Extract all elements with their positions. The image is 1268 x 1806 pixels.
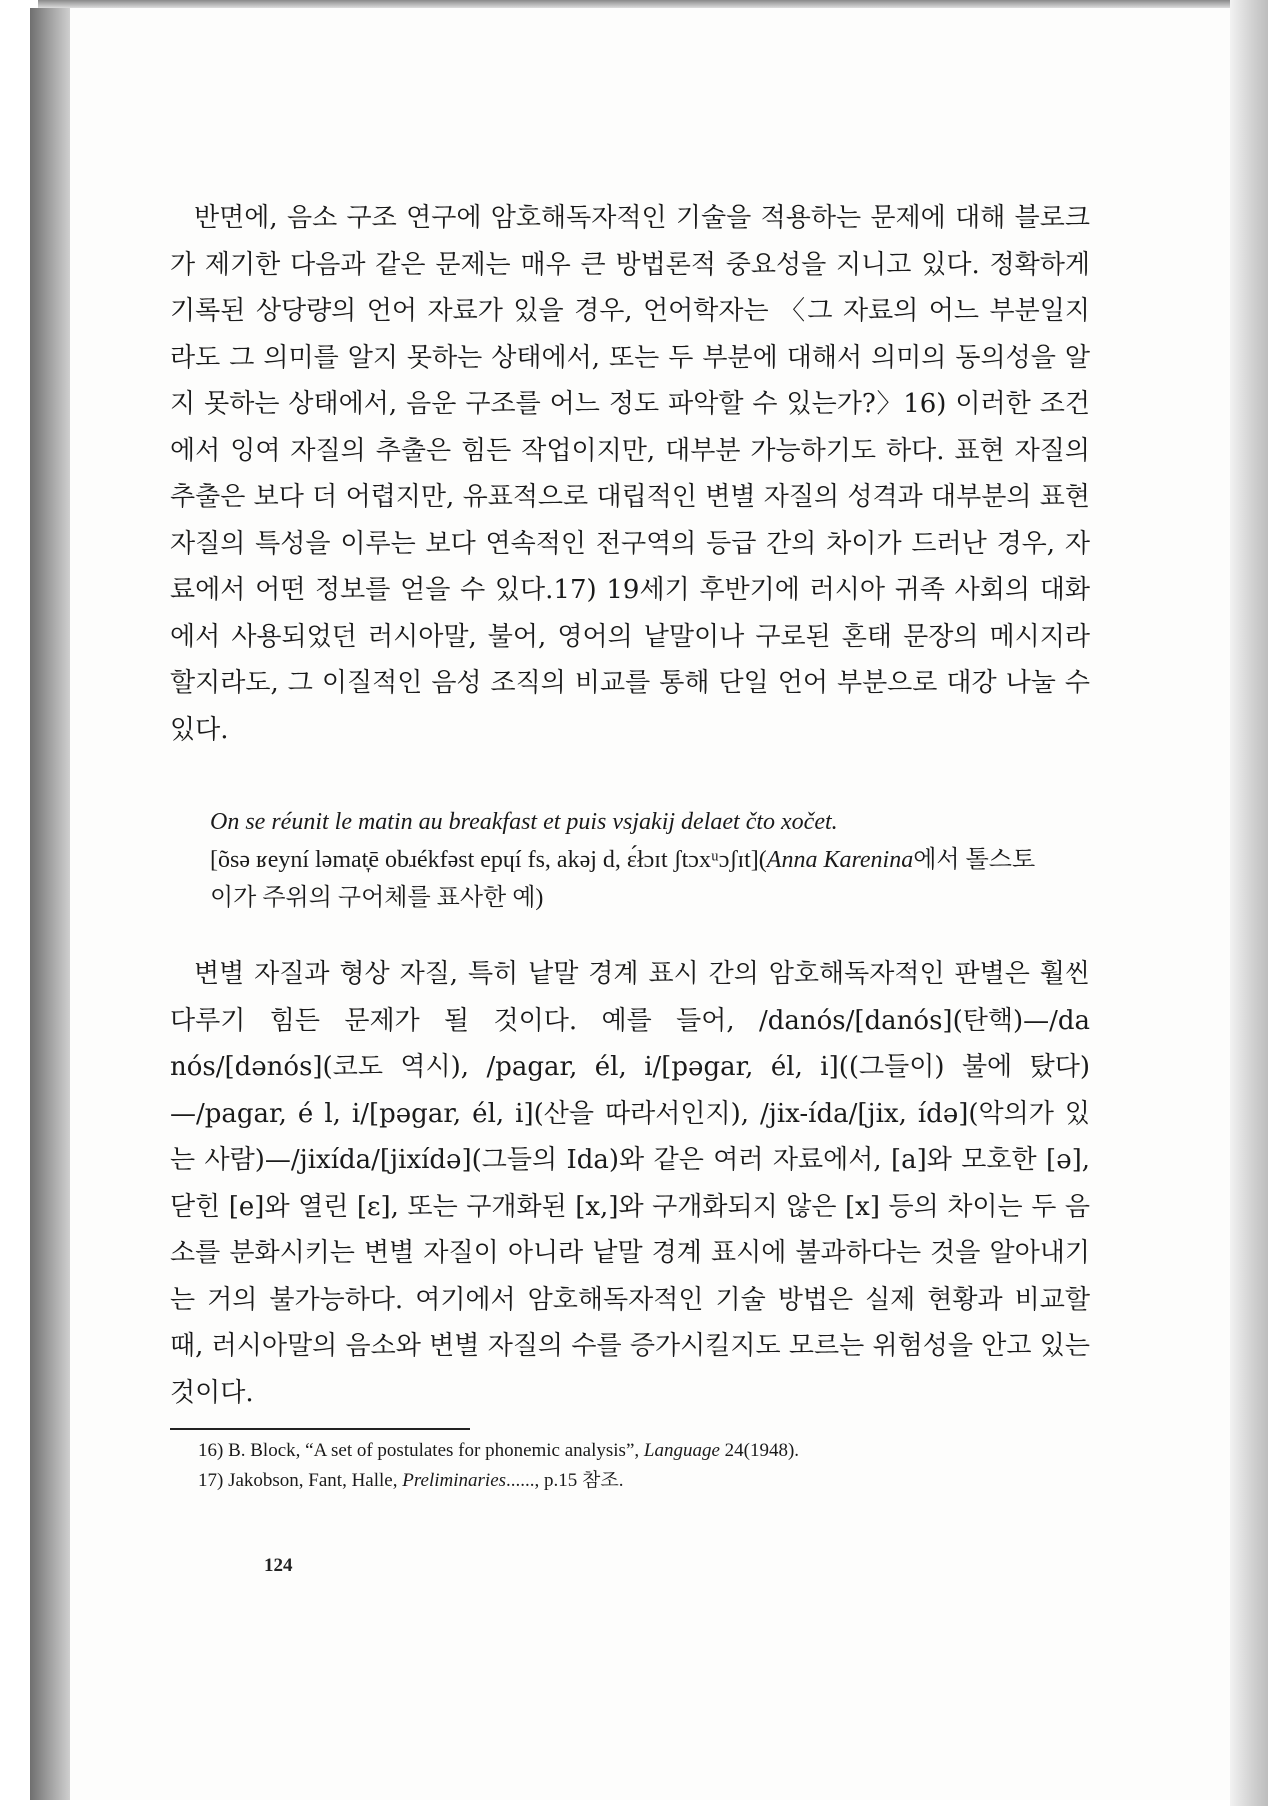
footnote-16 — [198, 1436, 1090, 1466]
quote-source-rest: 에서 톨스토이가 주위의 구어체를 표사한 예) — [210, 847, 1036, 911]
footnote-17 — [198, 1466, 1090, 1496]
footnote-16-journal: Language — [643, 1440, 720, 1461]
quote-ipa-transcription: [õsə ʁeyní ləmat̞ē obɹékfəst epɥí fs, akəj d, ɛ́łɔɪt ʃtɔxᵘɔʃɪt] — [210, 847, 759, 873]
footnote-16-tail: 24(1948). — [719, 1440, 800, 1461]
quote-french-line: On se réunit le matin au breakfast et puis vsjakij delaet čto xočet. — [210, 809, 838, 835]
page-right-shadow — [1230, 0, 1268, 1806]
quote-source-title: Anna Karenina — [766, 847, 914, 873]
footnote-rule — [170, 1428, 470, 1430]
block-quote — [210, 803, 1050, 917]
body-paragraph-2: 변별 자질과 형상 자질, 특히 낱말 경계 표시 간의 암호해독자적인 판별은 훨씬 다루기 힘든 문제가 될 것이다. 예를 들어, /danós/[danós](탄핵)—/da nós/[dənós](코도 역시), /pagar, él, i/[pəgar, él, i]((그들이) 불에 탔다)—/pagar, é l, i/[pəgar, él, i](산을 따라서인지), /jix-ída/[jix, ídə](악의가 있는 사람)—/jixída/[jixídə](그들의 Ida)와 같은 여러 자료에서, [a]와 모호한 [ə], 닫힌 [e]와 열린 [ɛ], 또는 구개화된 [x,]와 구개화되지 않은 [x] 등의 차이는 두 음소를 분화시키는 변별 자질이 아니라 낱말 경계 표시에 불과하다는 것을 알아내기는 거의 불가능하다. 여기에서 암호해독자적인 기술 방법은 실제 현황과 비교할 때, 러시아말의 음소와 변별 자질의 수를 증가시킬지도 모르는 위험성을 안고 있는 것이다. — [170, 959, 1091, 1408]
footnote-17-text: 17) Jakobson, Fant, Halle, — [198, 1470, 403, 1491]
footnote-17-tail: ......, p.15 참조. — [506, 1470, 624, 1491]
footnote-16-text: 16) B. Block, “A set of postulates for phonemic analysis”, — [198, 1440, 644, 1461]
quote-source-open: ( — [758, 847, 767, 873]
page-number: 124 — [264, 1555, 293, 1576]
body-paragraph-1: 반면에, 음소 구조 연구에 암호해독자적인 기술을 적용하는 문제에 대해 블로크가 제기한 다음과 같은 문제는 매우 큰 방법론적 중요성을 지니고 있다. 정확하게 기록된 상당량의 언어 자료가 있을 경우, 언어학자는 〈그 자료의 어느 부분일지라도 그 의미를 알지 못하는 상태에서, 또는 두 부분에 대해서 의미의 동의성을 알지 못하는 상태에서, 음운 구조를 어느 정도 파악할 수 있는가?〉16) 이러한 조건에서 잉여 자질의 추출은 힘든 작업이지만, 대부분 가능하기도 하다. 표현 자질의 추출은 보다 더 어렵지만, 유표적으로 대립적인 변별 자질의 성격과 대부분의 표현 자질의 특성을 이루는 보다 연속적인 전구역의 등급 간의 차이가 드러난 경우, 자료에서 어떤 정보를 얻을 수 있다.17) 19세기 후반기에 러시아 귀족 사회의 대화에서 사용되었던 러시아말, 불어, 영어의 낱말이나 구로된 혼태 문장의 메시지라 할지라도, 그 이질적인 음성 조직의 비교를 통해 단일 언어 부분으로 대강 나눌 수 있다. — [170, 203, 1090, 745]
page-top-edge — [38, 0, 1238, 8]
page-content — [170, 195, 1090, 1496]
book-spine-shadow — [30, 8, 70, 1800]
footnote-17-title: Preliminaries — [402, 1470, 507, 1491]
